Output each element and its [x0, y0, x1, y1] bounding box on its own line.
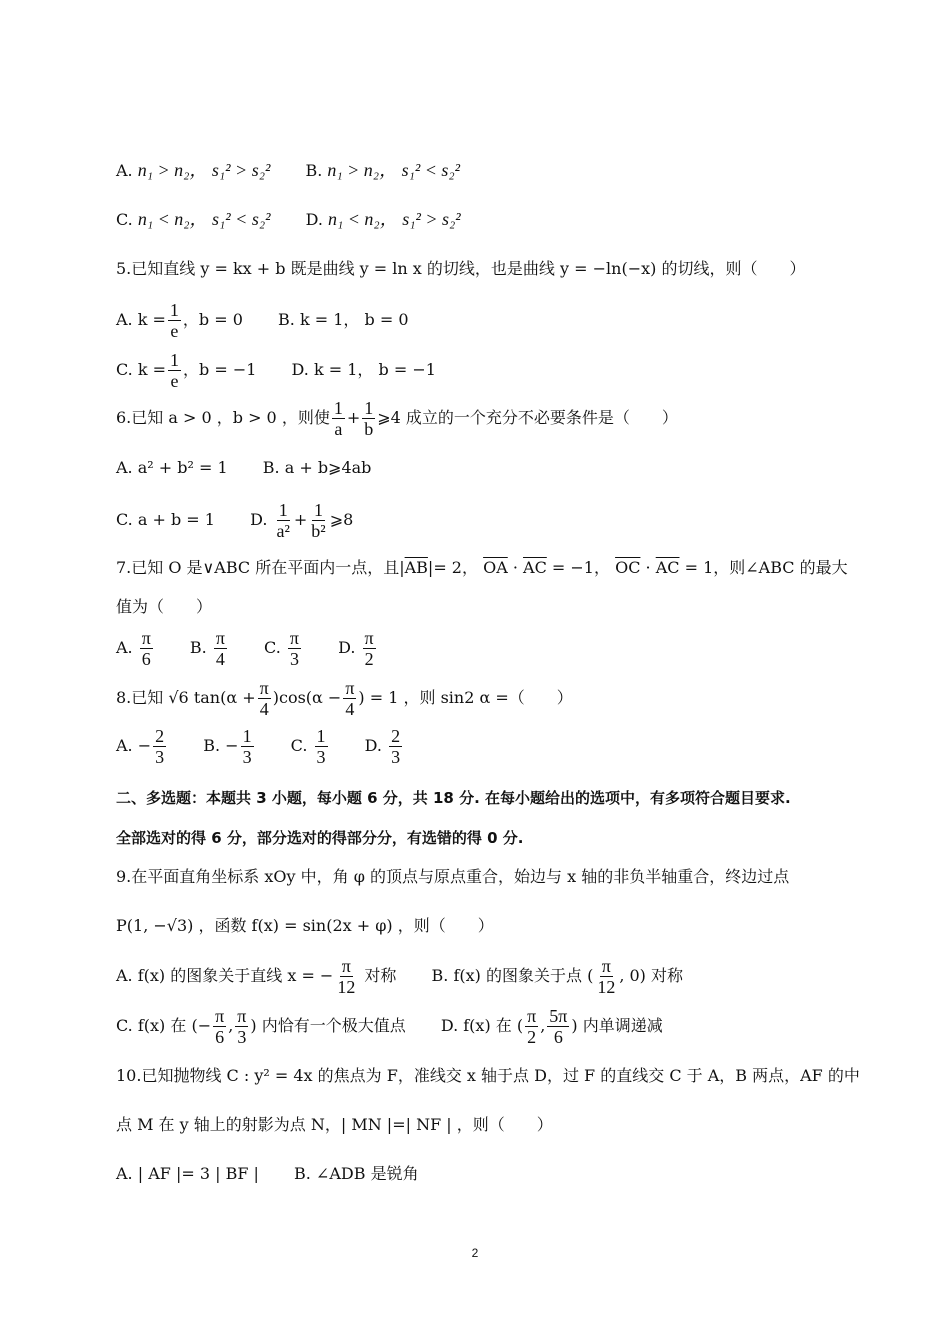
q9-option-b: B. f(x) 的图象关于点 ( $\frac{\pi}{12}$ , 0) 对称 [431, 956, 683, 997]
q10-option-b: B. ∠ADB 是锐角 [294, 1164, 419, 1183]
q9-options-row-1 [116, 956, 683, 997]
section-heading: 二、多选题：本题共 3 小题，每小题 6 分，共 18 分. 在每小题给出的选项中，有多项符合题目要求. [116, 789, 791, 807]
q4-option-d: D. n₁ < n₂， s₁² > s₂² [305, 209, 461, 229]
fraction: $\frac{1}{e}$ [169, 300, 179, 341]
q6-option-c: C. a + b = 1 [116, 510, 215, 529]
q9-options-row-2 [116, 1006, 663, 1047]
q7-option-b: B. $\frac{\pi}{4}$ [189, 628, 225, 669]
q4-option-b: B. n₁ > n₂， s₁² < s₂² [305, 160, 461, 180]
q7-option-d: D. $\frac{\pi}{2}$ [338, 628, 374, 669]
fraction: $\frac{2}{3}$ [155, 726, 165, 767]
fraction: $\frac{\pi}{2}$ [364, 628, 374, 669]
q8-option-a: A. − $\frac{2}{3}$ [116, 726, 165, 767]
q8-options [116, 726, 404, 767]
q5-option-c: C. k = $\frac{1}{e}$ ，b = −1 [116, 350, 257, 391]
fraction: $\frac{\pi}{4}$ [345, 678, 355, 719]
q7-option-c: C. $\frac{\pi}{3}$ [264, 628, 299, 669]
q5-stem: 5.已知直线 y = kx + b 既是曲线 y = ln x 的切线，也是曲线 y = −ln(−x) 的切线，则（ ） [116, 259, 806, 278]
q9-option-d: D. f(x) 在 ( $\frac{\pi}{2}$ , $\frac{5\pi}{6}$ ) 内单调递减 [440, 1006, 663, 1047]
q10-options [116, 1162, 419, 1186]
q6-option-a: A. a² + b² = 1 [116, 458, 228, 477]
fraction: $\frac{\pi}{2}$ [527, 1006, 537, 1047]
fraction: $\frac{2}{3}$ [391, 726, 401, 767]
q5-options-row-2 [116, 350, 436, 391]
q4-option-c: C. n₁ < n₂， s₁² < s₂² [116, 209, 271, 229]
fraction: $\frac{1}{\text{a²}}$ [276, 500, 290, 541]
q4-options-row-1 [116, 158, 460, 183]
fraction: $\frac{\pi}{3}$ [237, 1006, 247, 1047]
fraction: $\frac{1}{e}$ [170, 350, 180, 391]
section-instructions: 全部选对的得 6 分，部分选对的得部分分，有选错的得 0 分. [116, 829, 524, 847]
q6-stem: 6.已知 a > 0 ，b > 0 ，则使 $\frac{1}{a}$ + $\frac{1}{b}$ ⩾4 成立的一个充分不必要条件是（ ） [116, 398, 678, 439]
fraction: $\frac{5\pi}{6}$ [549, 1006, 568, 1047]
q7-option-a: A. $\frac{\pi}{6}$ [116, 628, 151, 669]
fraction: $\frac{1}{\text{b²}}$ [311, 500, 326, 541]
q7-stem: 7.已知 O 是∨ABC 所在平面内一点，且$|\overline{AB}|= 2$， $\overline{OA} \cdot \overline{AC} = -1$， $\overline{OC} \cdot \overline{AC} = 1$，则∠ABC 的最大 [116, 558, 848, 577]
q10-stem-line2: 点 M 在 y 轴上的射影为点 N，| MN |=| NF | ，则（ ） [116, 1115, 553, 1134]
q6-option-d: D. $\frac{1}{\text{a²}}$ + $\frac{1}{\text{b²}}$ ⩾8 [250, 500, 354, 541]
fraction: $\frac{\pi}{4}$ [215, 628, 225, 669]
q5-option-a: A. k = $\frac{1}{e}$ ，b = 0 [116, 300, 243, 341]
q4-option-a: A. n₁ > n₂， s₁² > s₂² [116, 160, 271, 180]
q4-options-row-2 [116, 207, 461, 232]
q9-stem: 9.在平面直角坐标系 xOy 中，角 φ 的顶点与原点重合，始边与 x 轴的非负半轴重合，终边过点 [116, 867, 790, 886]
fraction: $\frac{1}{a}$ [333, 398, 343, 439]
fraction: $\frac{\pi}{6}$ [141, 628, 151, 669]
fraction: $\frac{\pi}{12}$ [597, 956, 616, 997]
q7-stem-line2: 值为（ ） [116, 597, 213, 616]
q5-option-b: B. k = 1， b = 0 [278, 310, 409, 329]
q6-option-b: B. a + b⩾4ab [262, 458, 372, 477]
q9-stem-line2: P(1, −√3) ，函数 f(x) = sin(2x + φ) ，则（ ） [116, 916, 494, 935]
q6-options-row-1 [116, 456, 371, 480]
q9-option-c: C. f(x) 在 (− $\frac{\pi}{6}$ , $\frac{\pi}{3}$ ) 内恰有一个极大值点 [116, 1006, 406, 1047]
q10-option-a: A. | AF |= 3 | BF | [116, 1164, 259, 1183]
fraction: $\frac{1}{b}$ [364, 398, 374, 439]
fraction: $\frac{\pi}{6}$ [215, 1006, 225, 1047]
q5-options-row-1 [116, 300, 409, 341]
fraction: $\frac{\pi}{3}$ [289, 628, 299, 669]
q7-options [116, 628, 378, 669]
q10-stem: 10.已知抛物线 C : y² = 4x 的焦点为 F，准线交 x 轴于点 D，过 F 的直线交 C 于 A，B 两点，AF 的中 [116, 1066, 860, 1085]
fraction: $\frac{1}{3}$ [242, 726, 252, 767]
fraction: $\frac{1}{3}$ [316, 726, 326, 767]
q5-option-d: D. k = 1， b = −1 [291, 360, 436, 379]
q8-option-d: D. $\frac{2}{3}$ [364, 726, 401, 767]
q8-option-b: B. − $\frac{1}{3}$ [203, 726, 252, 767]
q8-option-c: C. $\frac{1}{3}$ [290, 726, 326, 767]
page-number: 2 [471, 1246, 479, 1260]
fraction: $\frac{\pi}{4}$ [259, 678, 269, 719]
fraction: $\frac{\pi}{12}$ [337, 956, 356, 997]
q6-options-row-2 [116, 500, 353, 541]
q9-option-a: A. f(x) 的图象关于直线 x = − $\frac{\pi}{12}$ 对称 [116, 956, 397, 997]
q8-stem: 8.已知 √6 tan(α + $\frac{\pi}{4}$ )cos(α − $\frac{\pi}{4}$ ) = 1 ，则 sin2 α =（ ） [116, 678, 573, 719]
